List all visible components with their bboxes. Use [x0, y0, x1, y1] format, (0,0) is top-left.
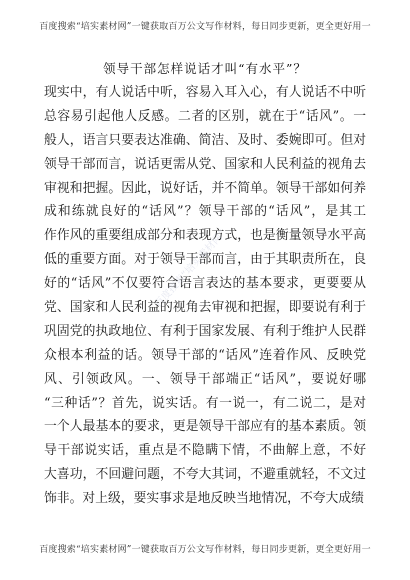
- body-line: 导干部说实话，重点是不隐瞒下情，不曲解上意，不好: [44, 443, 366, 459]
- body-line: 现实中，有人说话中听，容易入耳入心，有人说话不中听: [44, 85, 366, 100]
- body-line: 般人，语言只要表达准确、简洁、及时、委婉即可。但对: [44, 132, 366, 148]
- body-line: 领导干部而言，说话更需从党、国家和人民利益的视角去: [44, 156, 366, 172]
- body-line: 巩固党的执政地位、有利于国家发展、有利于维护人民群: [44, 323, 366, 339]
- body-line: 审视和把握。因此，说好话，并不简单。领导干部如何养: [44, 180, 366, 196]
- body-line: 风、引领政风。一、领导干部端正“话风”，要说好哪: [44, 371, 366, 387]
- header-banner: 百度搜索“培实素材网”一键获取百万公文写作材料，每日同步更新，更全更好用一: [39, 22, 371, 32]
- body-line: 党、国家和人民利益的视角去审视和把握，即要说有利于: [44, 300, 366, 316]
- body-line: 饰非。对上级，要实事求是地反映当地情况，不夸大成绩: [44, 491, 364, 507]
- body-line: 作作风的重要组成部分和表现方式，也是衡量领导水平高: [44, 228, 366, 244]
- body-line: 总容易引起他人反感。二者的区别，就在于“话风”。一: [44, 108, 366, 124]
- document-title: 领导干部怎样说话才叫“有水平”？: [103, 61, 307, 76]
- body-line: 低的重要方面。对于领导干部而言，由于其职责所在，良: [44, 252, 366, 268]
- footer-banner: 百度搜索“培实素材网”一键获取百万公文写作材料，每日同步更新，更全更好用一: [39, 545, 371, 555]
- body-line: 一个人最基本的要求，更是领导干部应有的基本素质。领: [44, 419, 366, 435]
- body-line: 众根本利益的话。领导干部的“话风”连着作风、反映党: [44, 347, 366, 363]
- body-line: 成和练就良好的“话风”？领导干部的“话风”，是其工: [44, 204, 366, 220]
- document-body: [44, 81, 366, 511]
- body-line: “三种话”？首先，说实话。有一说一，有二说二，是对: [44, 395, 366, 411]
- watermark: 百度搜索“培实素材网”: [152, 228, 229, 311]
- body-line: 好的“话风”不仅要符合语言表达的基本要求，更要要从: [44, 276, 366, 292]
- body-line: 大喜功，不回避问题，不夸大其词，不避重就轻，不文过: [44, 467, 366, 483]
